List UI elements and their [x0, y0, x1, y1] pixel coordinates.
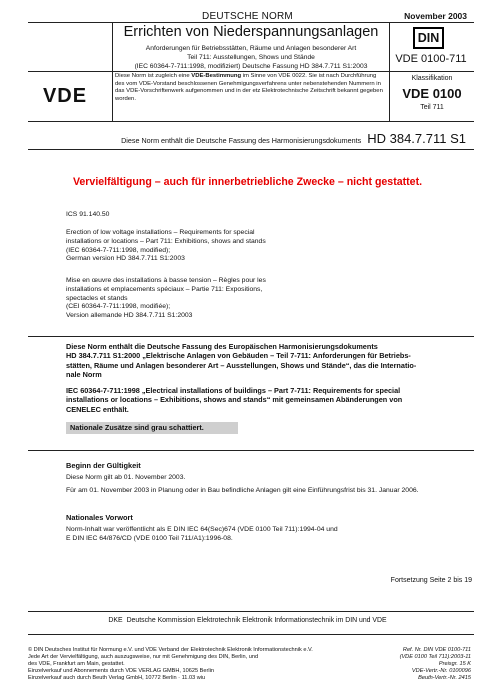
footer-right-line-4: VDE-Vertr.-Nr. 0100096: [411, 668, 471, 674]
reference-footer: [341, 647, 471, 682]
french-line-1: Mise en œuvre des installations à basse tension – Règles pour les: [66, 277, 266, 284]
validity-heading: Beginn der Gültigkeit: [66, 461, 141, 470]
din-logo: DIN: [413, 27, 444, 49]
statement-rule: [28, 336, 474, 337]
classification-label: Klassifikation: [411, 75, 453, 82]
national-preface-heading: Nationales Vorwort: [66, 513, 133, 522]
dke-abbr: DKE: [108, 617, 123, 624]
mid-rule: [28, 71, 474, 72]
dke-bottom-rule: [28, 634, 474, 635]
preface-line-1: Norm-Inhalt war veröffentlicht als E DIN IEC 64(Sec)674 (VDE 0100 Teil 711):1994-04 und: [66, 526, 338, 533]
french-line-4: (CEI 60364-7-711:1998, modifiée);: [66, 303, 171, 311]
footer-right-line-2: (VDE 0100 Teil 711):2003-11: [399, 654, 471, 660]
harmonization-line: [28, 131, 466, 146]
document-title: Errichten von Niederspannungsanlagen: [123, 24, 379, 40]
footer-left-line-2: Jede Art der Vervielfältigung, auch auszugsweise, nur mit Genehmigung des DIN, Berlin, und: [28, 654, 259, 660]
french-title: [66, 277, 336, 321]
harmonization-text: Diese Norm enthält die Deutsche Fassung des Harmonisierungsdokuments: [121, 136, 362, 145]
french-line-5: Version allemande HD 384.7.711 S1:2003: [66, 312, 193, 320]
harmonization-rule: [28, 149, 474, 150]
header-rule: [28, 22, 474, 23]
english-line-4: German version HD 384.7.711 S1:2003: [66, 255, 185, 263]
validity-line-2: Für am 01. November 2003 in Planung oder in Bau befindliche Anlagen gilt eine Einführungsfrist bis 31. Januar 2006.: [66, 487, 419, 494]
subtitle-line-1: Anforderungen für Betriebsstätten, Räume und Anlagen besonderer Art: [145, 45, 357, 52]
footer-left-line-1: © DIN Deutsches Institut für Normung e.V. und VDE Verband der Elektrotechnik Elektronik Informationstechnik e.V.: [28, 647, 313, 653]
document-number: VDE 0100-711: [395, 53, 467, 65]
english-line-1: Erection of low voltage installations – Requirements for special: [66, 229, 255, 236]
footer-left-line-4: Einzelverkauf und Abonnements durch VDE VERLAG GMBH, 10625 Berlin: [28, 668, 214, 674]
subtitle-line-2: Teil 711: Ausstellungen, Shows und Stände: [187, 54, 315, 61]
english-line-2: installations or locations – Part 711: Exhibitions, shows and stands: [66, 237, 266, 245]
statement-paragraph-1: [66, 342, 471, 380]
statement-p1-line-1: Diese Norm enthält die Deutsche Fassung des Europäischen Harmonisierungsdokuments: [66, 342, 378, 351]
statement-p1-line-4: nale Norm: [66, 370, 102, 380]
classification-part: Teil 711: [420, 104, 444, 111]
dke-top-rule: [28, 611, 474, 612]
statement-p1-line-2: HD 384.7.711 S1:2000 „Elektrische Anlagen von Gebäuden – Teil 7-711: Anforderungen für Betriebs-: [66, 351, 411, 361]
classification-number: VDE 0100: [402, 86, 462, 101]
ics-code: ICS 91.140.50: [66, 211, 110, 218]
header-bottom-rule: [28, 121, 474, 122]
footer-left-line-3: des VDE, Frankfurt am Main, gestattet.: [28, 661, 125, 667]
statement-p2-line-1: IEC 60364-7-711:1998 „Electrical installations of buildings – Part 7-711: Requirements for special: [66, 386, 401, 395]
subtitle-line-3: (IEC 60364-7-711:1998, modifiziert) Deutsche Fassung HD 384.7.711 S1:2003: [134, 63, 368, 70]
validity-line-1: Diese Norm gilt ab 01. November 2003.: [66, 474, 186, 481]
preface-line-2: E DIN IEC 64/876/CD (VDE 0100 Teil 711/A1):1996-08.: [66, 535, 233, 542]
copy-warning: Vervielfältigung – auch für innerbetriebliche Zwecke – nicht gestattet.: [72, 176, 423, 188]
footer-right-line-1: Ref. Nr. DIN VDE 0100-711: [402, 647, 471, 653]
english-line-3: (IEC 60364-7-711:1998, modified);: [66, 246, 171, 254]
statement-p2-line-3: CENELEC enthält.: [66, 404, 129, 414]
footer-right-line-5: Beuth-Vertr.-Nr. 2415: [418, 675, 471, 681]
dke-line: [0, 617, 495, 624]
vde-note-prefix: Diese Norm ist zugleich eine: [115, 73, 192, 79]
vde-logo: VDE: [42, 85, 88, 107]
norm-label: DEUTSCHE NORM: [202, 11, 293, 22]
vde-note-rest: im Sinne von VDE 0022. Sie ist nach Durchführung des vom VDE-Vorstand beschlossenen Genehmigungsverfahrens unter nebenstehenden Nummern in das VDE-Vorschriftenwerk aufgenommen und in der etz Elektrotechnische Zeitschrift bekannt gegeben worden.: [115, 73, 383, 102]
footer-right-line-3: Preisgr. 15 K: [438, 661, 471, 667]
footer-left-line-5: Einzelverkauf auch durch Beuth Verlag GmbH, 10772 Berlin · 11.03 wiu: [28, 675, 206, 681]
copyright-footer: [28, 647, 358, 682]
english-title: [66, 229, 336, 264]
issue-date: November 2003: [404, 11, 467, 21]
french-line-2: installations et emplacements spéciaux – Partie 711: Expositions,: [66, 285, 263, 293]
statement-p1-line-3: stätten, Räume und Anlagen besonderer Art – Ausstellungen, Shows und Stände“, das die Internatio-: [66, 360, 417, 370]
french-line-3: spectacles et stands: [66, 294, 128, 302]
validity-rule: [28, 450, 474, 451]
continuation-note: Fortsetzung Seite 2 bis 19: [390, 577, 472, 584]
vde-note-bold: VDE-Bestimmung: [191, 73, 242, 79]
statement-p2-line-2: installations or locations – Exhibitions, shows and stands“ mit gemeinsamen Abänderungen von: [66, 395, 403, 405]
national-additions-note: Nationale Zusätze sind grau schattiert.: [66, 422, 238, 434]
statement-paragraph-2: [66, 386, 471, 414]
vde-determination-note: [115, 73, 386, 103]
hd-number: HD 384.7.711 S1: [367, 131, 466, 146]
dke-name: Deutsche Kommission Elektrotechnik Elektronik Informationstechnik im DIN und VDE: [126, 617, 387, 624]
